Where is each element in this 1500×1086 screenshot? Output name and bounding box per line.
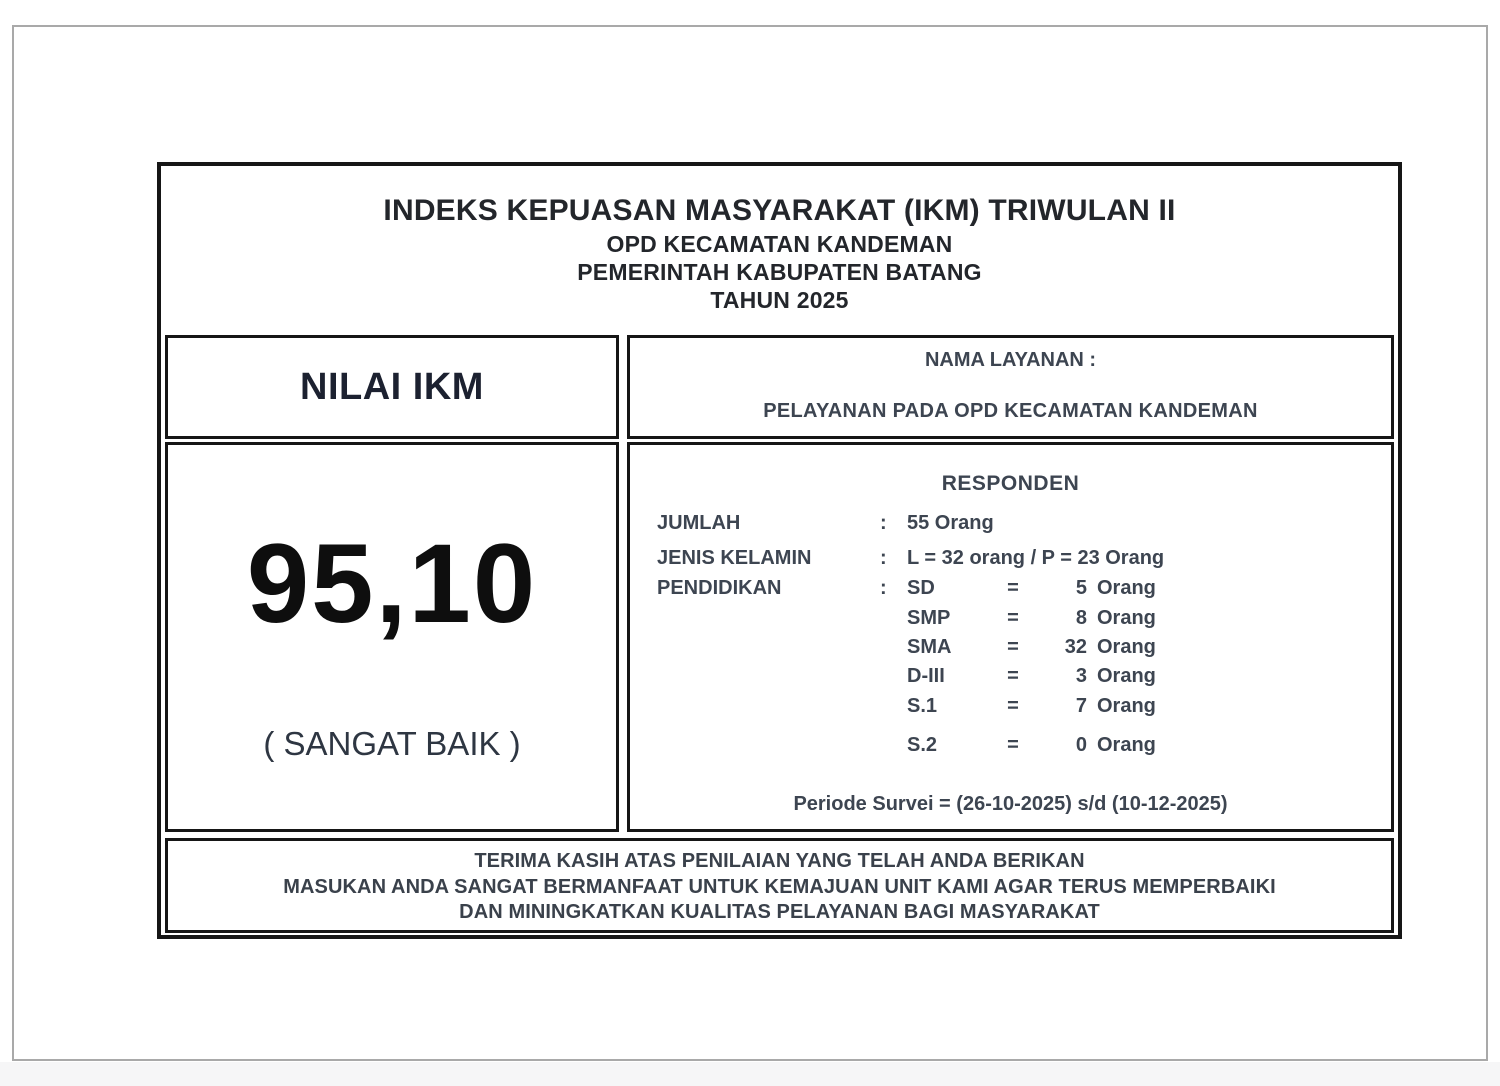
report-subtitle-pemerintah: PEMERINTAH KABUPATEN BATANG [577,259,982,285]
pendidikan-count: 5 [1075,577,1087,599]
responden-heading: RESPONDEN [941,472,1080,495]
pendidikan-equals: = [1007,577,1019,599]
footer-line-3: DAN MININGKATKAN KUALITAS PELAYANAN BAGI MASYARAKAT [459,901,1100,923]
footer-cell [165,838,1394,933]
pendidikan-level: SD [907,577,935,599]
report-title: INDEKS KEPUASAN MASYARAKAT (IKM) TRIWULAN II [383,194,1176,227]
pendidikan-unit: Orang [1097,665,1156,687]
pendidikan-level: S.2 [907,734,938,756]
jenis-kelamin-label: JENIS KELAMIN [657,547,812,569]
jenis-kelamin-colon: : [880,547,887,569]
pendidikan-unit: Orang [1097,636,1156,658]
pendidikan-colon: : [880,577,887,599]
nilai-ikm-value-cell [165,442,619,832]
responden-row-pendidikan-smp [630,606,1391,632]
report-subtitle-opd: OPD KECAMATAN KANDEMAN [606,231,953,257]
pendidikan-count: 0 [1075,734,1087,756]
ikm-report-table [157,162,1402,939]
nilai-ikm-header-label: NILAI IKM [300,365,484,408]
report-subtitle-tahun: TAHUN 2025 [710,287,849,313]
pendidikan-level: S.1 [907,695,938,717]
periode-survei: Periode Survei = (26-10-2025) s/d (10-12-2025) [793,793,1228,815]
pendidikan-level: SMA [907,636,952,658]
footer-line-1: TERIMA KASIH ATAS PENILAIAN YANG TELAH ANDA BERIKAN [474,850,1085,872]
responden-row-pendidikan-diii [630,664,1391,690]
pendidikan-count: 7 [1075,695,1087,717]
nama-layanan-cell [627,335,1394,439]
pendidikan-unit: Orang [1097,577,1156,599]
responden-row-pendidikan-s1 [630,694,1391,720]
pendidikan-equals: = [1007,636,1019,658]
responden-row-jumlah [630,511,1391,537]
pendidikan-equals: = [1007,665,1019,687]
responden-row-pendidikan-sma [630,635,1391,661]
pendidikan-equals: = [1007,734,1019,756]
nama-layanan-value: PELAYANAN PADA OPD KECAMATAN KANDEMAN [763,400,1258,422]
responden-row-jenis-kelamin [630,546,1391,572]
pendidikan-level: SMP [907,607,951,629]
pendidikan-count: 32 [1064,636,1087,658]
jumlah-value: 55 Orang [907,512,994,534]
pendidikan-equals: = [1007,607,1019,629]
responden-row-pendidikan-sd [630,576,1391,602]
pendidikan-unit: Orang [1097,607,1156,629]
pendidikan-label: PENDIDIKAN [657,577,782,599]
pendidikan-count: 8 [1075,607,1087,629]
pendidikan-level: D-III [907,665,945,687]
pendidikan-equals: = [1007,695,1019,717]
nilai-ikm-category: ( SANGAT BAIK ) [263,725,521,762]
nama-layanan-label: NAMA LAYANAN : [924,349,1097,371]
pendidikan-count: 3 [1075,665,1087,687]
responden-cell [627,442,1394,832]
nilai-ikm-score: 95,10 [246,521,538,646]
document-page [12,25,1488,1061]
page-bottom-gap [0,1062,1500,1086]
jenis-kelamin-value: L = 32 orang / P = 23 Orang [907,547,1165,569]
pendidikan-unit: Orang [1097,734,1156,756]
footer-line-2: MASUKAN ANDA SANGAT BERMANFAAT UNTUK KEMAJUAN UNIT KAMI AGAR TERUS MEMPERBAIKI [283,875,1276,898]
jumlah-label: JUMLAH [657,512,741,534]
nilai-ikm-header-cell [165,335,619,439]
responden-row-pendidikan-s2 [630,733,1391,759]
jumlah-colon: : [880,512,887,534]
pendidikan-unit: Orang [1097,695,1156,717]
